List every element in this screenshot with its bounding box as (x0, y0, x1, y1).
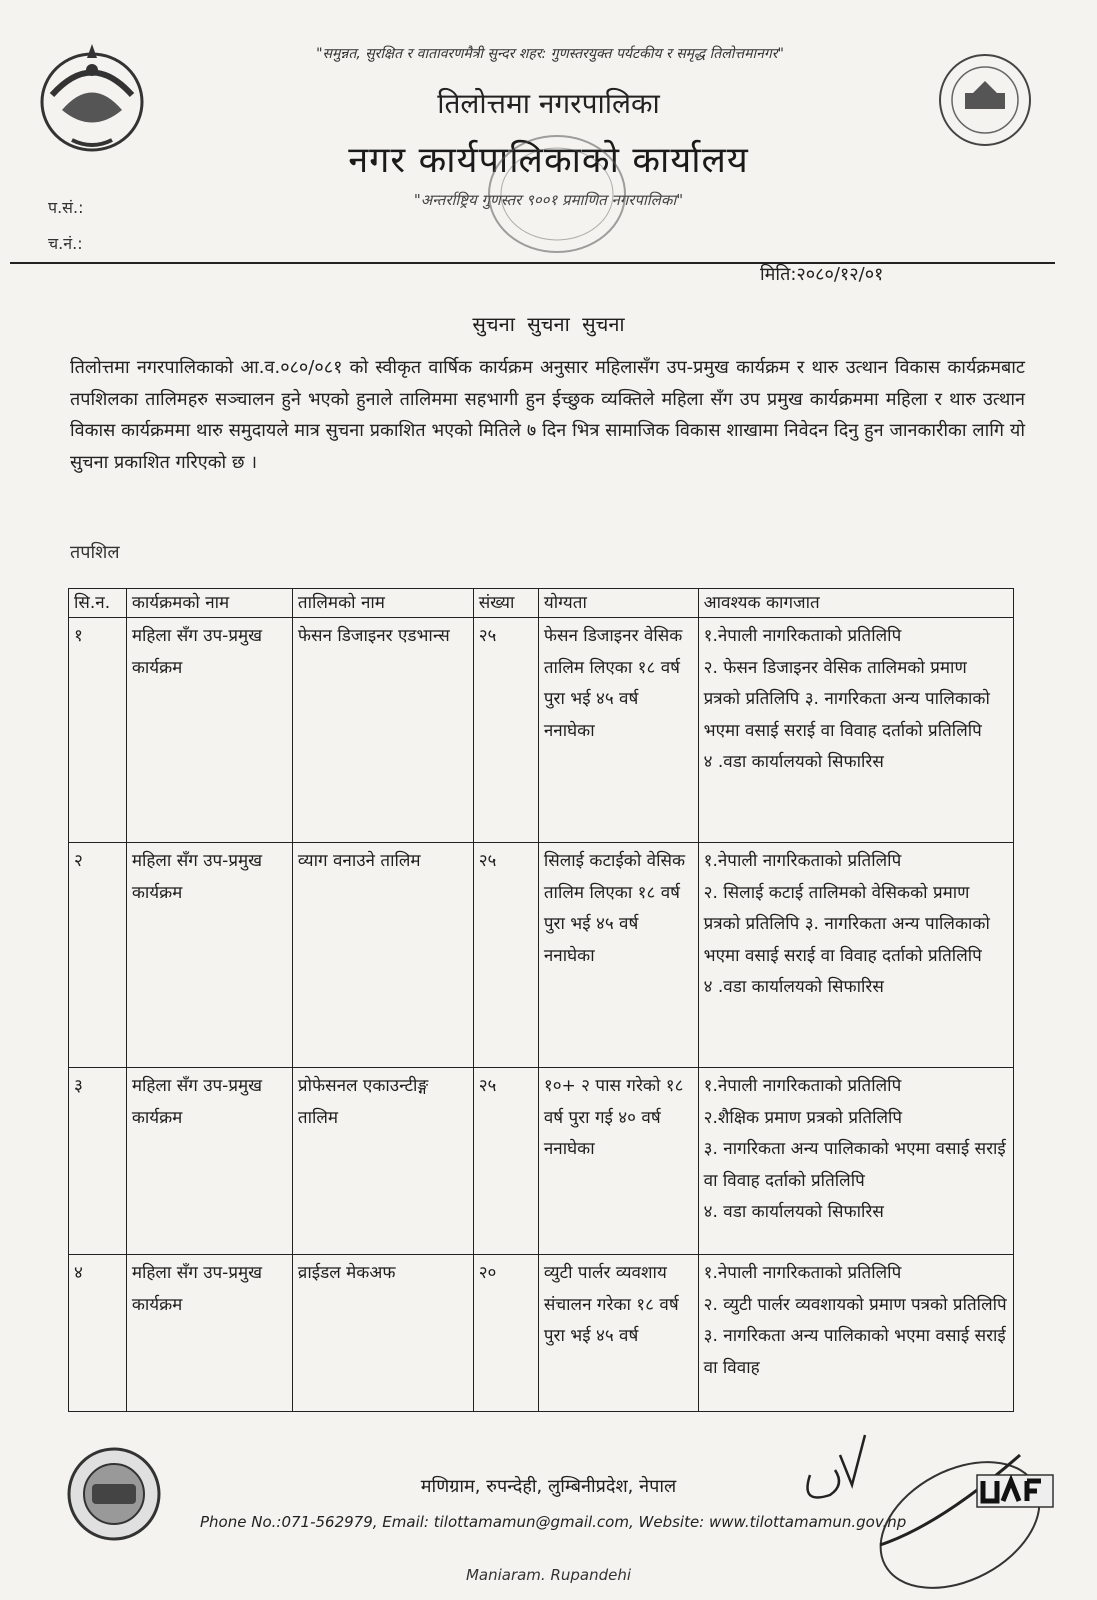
column-header-training: तालिमको नाम (292, 589, 473, 618)
footer-location: Maniaram. Rupandehi (465, 1566, 632, 1584)
training-schedule-table (68, 588, 1014, 1412)
footer-contact: Phone No.:071-562979, Email: tilottamamun@gmail.com, Website: www.tilottamamun.gov.np (200, 1513, 907, 1531)
office-name: नगर कार्यपालिकाको कार्यालय (348, 140, 749, 181)
reference-number-label: प.सं.: (48, 198, 84, 217)
header-subslogan: "अन्तर्राष्ट्रिय गुणस्तर ९००१ प्रमाणित नगरपालिका" (413, 191, 684, 209)
document-item: २.शैक्षिक प्रमाण प्रत्रको प्रतिलिपि (703, 1107, 903, 1128)
document-item: १.नेपाली नागरिकताको प्रतिलिपि (703, 1076, 902, 1096)
document-item: २. फेसन डिजाइनर वेसिक तालिमको प्रमाण प्रत्रको प्रतिलिपि (703, 657, 967, 709)
cell-count: २० (473, 1255, 538, 1412)
cell-qualification: फेसन डिजाइनर वेसिक तालिम लिएका १८ वर्ष पुरा भई ४५ वर्ष ननाघेका (538, 618, 698, 843)
office-stamp-icon (482, 132, 632, 262)
cell-program: महिला सँग उप-प्रमुख कार्यक्रम (126, 618, 292, 843)
cell-qualification: सिलाई कटाईको वेसिक तालिम लिएका १८ वर्ष पुरा भई ४५ वर्ष ननाघेका (538, 843, 698, 1068)
document-item: १.नेपाली नागरिकताको प्रतिलिपि (703, 1263, 902, 1283)
cell-training: फेसन डिजाइनर एडभान्स (292, 618, 473, 843)
document-item: ३. नागरिकता अन्य पालिकाको भएमा वसाई सराई वा विवाह दर्ताको प्रतिलिपि (703, 1139, 1006, 1191)
cell-documents (698, 1255, 1013, 1412)
cell-training: व्राईडल मेकअफ (292, 1255, 473, 1412)
table-row (69, 1068, 1014, 1255)
document-item: ३. नागरिकता अन्य पालिकाको भएमा वसाई सराई वा विवाह दर्ताको प्रतिलिपि (703, 914, 990, 966)
cell-sn: ४ (69, 1255, 127, 1412)
cell-qualification: १०+ २ पास गरेको १८ वर्ष पुरा गई ४० वर्ष ननाघेका (538, 1068, 698, 1255)
cell-count: २५ (473, 618, 538, 843)
municipality-name: तिलोत्तमा नगरपालिका (437, 87, 660, 120)
uaf-accreditation-logo-icon (975, 1455, 1055, 1510)
table-row (69, 618, 1014, 843)
notice-body: तिलोत्तमा नगरपालिकाको आ.व.०८०/०८१ को स्वीकृत वार्षिक कार्यक्रम अनुसार महिलासँग उप-प्रमुख कार्यक्रम र थारु उत्थान विकास कार्यक्रमबाट तपशिलका तालिमहरु सञ्चालन हुने भएको हुनाले तालिममा सहभागी हुन ईच्छुक व्यक्तिले महिला सँग उप प्रमुख कार्यक्रममा महिला र थारु उत्थान विकास कार्यक्रममा थारु समुदायले मात्र सुचना प्रकाशित भएको मितिले ७ दिन भित्र सामाजिक विकास शाखामा निवेदन दिनु हुन जानकारीका लागि यो सुचना प्रकाशित गरिएको छ । (70, 357, 1025, 473)
cell-sn: २ (69, 843, 127, 1068)
column-header-program: कार्यक्रमको नाम (126, 589, 292, 618)
cell-sn: १ (69, 618, 127, 843)
document-item: १.नेपाली नागरिकताको प्रतिलिपि (703, 851, 902, 871)
document-item: ३. नागरिकता अन्य पालिकाको भएमा वसाई सराई वा विवाह दर्ताको प्रतिलिपि (703, 689, 990, 741)
cell-documents (698, 618, 1013, 843)
cell-program: महिला सँग उप-प्रमुख कार्यक्रम (126, 843, 292, 1068)
notice-date: मिति:२०८०/१२/०१ (760, 264, 884, 285)
cell-documents (698, 843, 1013, 1068)
document-item: ३. नागरिकता अन्य पालिकाको भएमा वसाई सराई वा विवाह (703, 1326, 1006, 1378)
document-item: ४ .वडा कार्यालयको सिफारिस (703, 977, 884, 997)
document-item: २. सिलाई कटाई तालिमको वेसिकको प्रमाण प्रत्रको प्रतिलिपि (703, 882, 970, 934)
cell-training: प्रोफेसनल एकाउन्टीङ्ग तालिम (292, 1068, 473, 1255)
column-header-documents: आवश्यक कागजात (698, 589, 1013, 618)
cell-sn: ३ (69, 1068, 127, 1255)
document-item: २. व्युटी पार्लर व्यवशायको प्रमाण पत्रको प्रतिलिपि (703, 1294, 1007, 1315)
cell-count: २५ (473, 1068, 538, 1255)
document-item: ४ .वडा कार्यालयको सिफारिस (703, 752, 884, 772)
cell-documents (698, 1068, 1013, 1255)
column-header-count: संख्या (473, 589, 538, 618)
column-header-qualification: योग्यता (538, 589, 698, 618)
footer-address: मणिग्राम, रुपन्देही, लुम्बिनीप्रदेश, नेपाल (420, 1476, 677, 1497)
table-header-row (69, 589, 1014, 618)
notice-title: सुचना सुचना सुचना (472, 312, 625, 336)
dispatch-number-label: च.नं.: (48, 234, 83, 253)
header-slogan: "समुन्नत, सुरक्षित र वातावरणमैत्री सुन्दर शहर: गुणस्तरयुक्त पर्यटकीय र समृद्ध तिलोत्तमानगर" (316, 46, 784, 62)
header-divider (10, 262, 1055, 264)
document-item: ४. वडा कार्यालयको सिफारिस (703, 1202, 884, 1222)
table-row (69, 843, 1014, 1068)
cell-program: महिला सँग उप-प्रमुख कार्यक्रम (126, 1068, 292, 1255)
cell-qualification: व्युटी पार्लर व्यवशाय संचालन गरेका १८ वर्ष पुरा भई ४५ वर्ष (538, 1255, 698, 1412)
cell-program: महिला सँग उप-प्रमुख कार्यक्रम (126, 1255, 292, 1412)
schedule-label: तपशिल (70, 542, 120, 563)
column-header-sn: सि.न. (69, 589, 127, 618)
document-item: १.नेपाली नागरिकताको प्रतिलिपि (703, 626, 902, 646)
cell-count: २५ (473, 843, 538, 1068)
cell-training: व्याग वनाउने तालिम (292, 843, 473, 1068)
table-row (69, 1255, 1014, 1412)
